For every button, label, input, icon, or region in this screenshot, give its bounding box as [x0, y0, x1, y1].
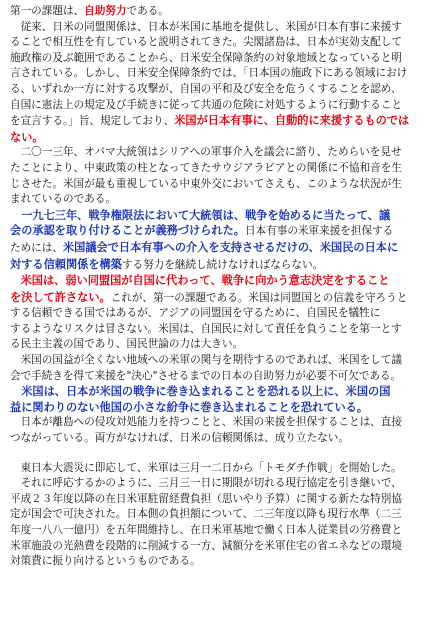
text-run — [10, 275, 21, 287]
text-run: する努力を継続し続けなければならない。 — [121, 258, 324, 271]
text-line: じさせた。米国が最も重視している中東外交においてさえも、このような状況が生 — [10, 177, 402, 190]
text-line — [10, 113, 434, 130]
paragraph-6 — [10, 353, 434, 384]
paragraph-2 — [10, 20, 434, 146]
text-line: 言されている。しかし、日米安全保障条約では、「日本国の施政下にある領域におけ — [10, 67, 408, 80]
text-line: 二〇一三年、オバマ大統領はシリアへの軍事介入を議会に諮り、ためらいを見せ — [10, 146, 402, 159]
text-line: る民主主義の国であり、国民世論の力は大きい。 — [10, 338, 244, 351]
text-line: 日本が離島への侵攻対処能力を持つことと、米国の来援を担保することは、直接 — [10, 416, 402, 429]
text-line: ることで相互性を有していると説明されてきた。尖閣諸島は、日本が実効支配して — [10, 36, 402, 49]
highlight-red: 米国が日本有事に、自動的に来援するものでは — [174, 114, 410, 128]
text-line: たことにより、中東政策の柱となってきたサウジアラビアとの関係に不協和音を生 — [10, 161, 402, 174]
text-line: 東日本大震災に即応して、米軍は三月一二日から「トモダチ作戦」を開始した。 — [10, 461, 402, 474]
text-line: 米国の国益が全くない地域への米軍の関与を期待するのであれば、米国をして議 — [10, 354, 402, 367]
text-line: つながっている。両方がなければ、日米の信頼関係は、成り立たない。 — [10, 432, 349, 445]
text-line: 年度一八八一億円）を五年間維持し、在日米軍基地で働く日本人従業員の労務費と — [10, 524, 402, 536]
text-line: まれているのである。 — [10, 193, 116, 206]
highlight-blue: 対する信頼関係を構築 — [10, 257, 122, 271]
text-run: である。 — [126, 5, 169, 17]
paragraph-4 — [10, 208, 434, 273]
text-line: 自国に憲法上の規定及び手続きに従って共通の危険に対処するように行動すること — [10, 98, 402, 111]
text-line: 従来、日米の同盟関係は、日本が米国に基地を提供し、米国が日本有事に来援す — [10, 20, 402, 33]
text-line — [10, 273, 434, 290]
paragraph-7 — [10, 384, 434, 415]
text-line: 会で手続きを得て来援を"決心"させるまでの日本の自助努力が必要不可欠である。 — [10, 369, 402, 382]
text-line: る、いずれか一方に対する攻撃が、自国の平和及び安全を危うくすることを認め、 — [10, 82, 402, 95]
paragraph-9 — [10, 461, 434, 570]
text-line: それに呼応するかのように、三月三一日に期限が切れる現行協定を引き継いで、 — [10, 477, 402, 490]
text-line — [10, 257, 434, 274]
paragraph-1 — [10, 4, 434, 20]
text-run: これが、第一の課題である。米国は同盟国との信義を守ろうと — [110, 291, 408, 304]
text-line: 平成２３年度以降の在日米軍駐留経費負担（思いやり予算）に関する新たな特別協 — [10, 492, 402, 505]
text-line: 米軍施設の光熱費を段階的に削減する一方、減額分を米軍住宅の省エネなどの環境 — [10, 539, 402, 552]
highlight-blue: 米国は、日本が米国の戦争に巻き込まれることを恐れる以上に、米国の国 — [10, 385, 391, 399]
text-run: 第一の課題は、 — [10, 5, 85, 17]
text-line — [10, 290, 434, 307]
text-run: ためには、 — [10, 241, 63, 254]
highlight-red: を決して許さない。 — [10, 290, 111, 304]
text-line — [10, 240, 434, 257]
text-line: 施政権の及ぶ範囲であることから、日米安全保障条約の対象地域となっていると明 — [10, 51, 402, 64]
text-line: 定が国会で可決された。日本側の負担額について、二三年度以降も現行水準（二三 — [10, 508, 402, 521]
text-line — [10, 4, 434, 20]
text-line: 対策費に振り向けるというものである。 — [10, 555, 201, 568]
text-line — [10, 223, 434, 240]
paragraph-8 — [10, 415, 434, 446]
section-gap — [10, 447, 434, 461]
highlight-red: 米国は、弱い同盟国が自国に代わって、戦争に向かう意志決定をすること — [20, 274, 390, 288]
text-line: する信頼できる国ではあるが、アジアの同盟国を守るために、自国民を犠牲に — [10, 307, 381, 320]
highlight-blue: 益に関わりのない他国の小さな紛争に巻き込まれることを恐れている。 — [10, 400, 369, 414]
paragraph-5 — [10, 273, 434, 353]
text-line: するようなリスクは冒さない。米国は、自国民に対して責任を負うことを第一とす — [10, 322, 402, 335]
paragraph-3 — [10, 145, 434, 207]
text-run: を宣言する。」旨、規定しており、 — [10, 115, 175, 128]
highlight-blue: 一九七三年、戦争権限法において大統領は、戦争を始めるに当たって、議 — [10, 208, 391, 222]
highlight-blue: 会の承認を取り付けることが義務づけられた。 — [10, 224, 245, 238]
highlight-red: ない。 — [10, 130, 44, 144]
text-run: 日本有事の米軍来援を担保する — [244, 225, 394, 238]
highlight-red: 自助努力 — [84, 5, 127, 17]
highlight-blue: 米国議会で日本有事への介入を支持させるだけの、米国民の日本に — [62, 240, 399, 254]
